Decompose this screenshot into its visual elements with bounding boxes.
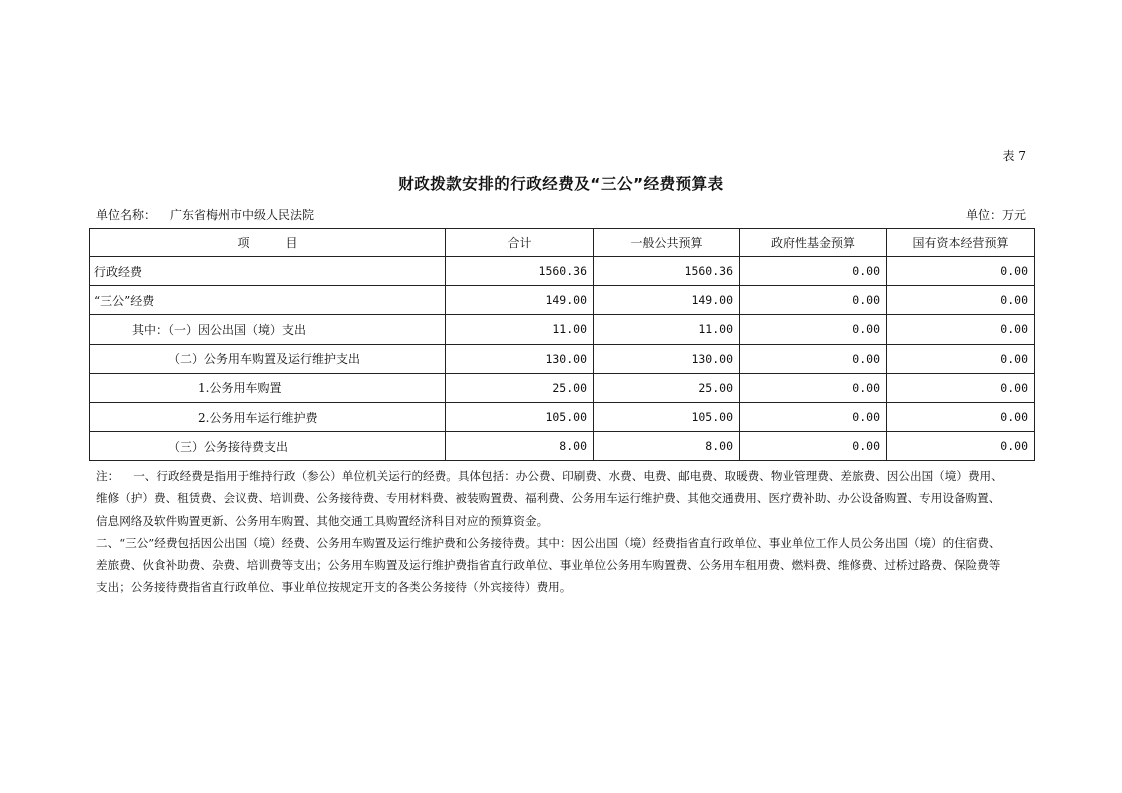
table-row — [90, 402, 1035, 431]
cell-fund: 0.00 — [740, 373, 887, 402]
cell-general: 25.00 — [594, 373, 740, 402]
note-line: 信息网络及软件购置更新、公务用车购置、其他交通工具购置经济科目对应的预算资金。 — [96, 513, 549, 528]
page-title: 财政拨款安排的行政经费及“三公”经费预算表 — [398, 175, 724, 193]
cell-general: 1560.36 — [594, 257, 740, 286]
cell-general: 105.00 — [594, 402, 740, 431]
table-row — [90, 315, 1035, 344]
cell-capital: 0.00 — [887, 402, 1035, 431]
note-line: 维修（护）费、租赁费、会议费、培训费、公务接待费、专用材料费、被装购置费、福利费、公务用车运行维护费、其他交通费用、医疗费补助、办公设备购置、专用设备购置、 — [96, 491, 1001, 506]
cell-fund: 0.00 — [740, 286, 887, 315]
row-label: “三公”经费 — [90, 286, 446, 315]
row-label: 1.公务用车购置 — [90, 373, 446, 402]
unit-name-label: 单位名称： — [96, 208, 157, 222]
header-total: 合计 — [446, 229, 594, 257]
cell-total: 8.00 — [446, 432, 594, 461]
table-row — [90, 257, 1035, 286]
unit-name-value: 广东省梅州市中级人民法院 — [170, 208, 315, 222]
cell-general: 149.00 — [594, 286, 740, 315]
table-row — [90, 286, 1035, 315]
cell-total: 1560.36 — [446, 257, 594, 286]
row-label: 2.公务用车运行维护费 — [90, 402, 446, 431]
cell-general: 11.00 — [594, 315, 740, 344]
cell-total: 25.00 — [446, 373, 594, 402]
note-text: 一、行政经费是指用于维持行政（参公）单位机关运行的经费。具体包括：办公费、印刷费、水费、电费、邮电费、取暖费、物业管理费、差旅费、因公出国（境）费用、 — [133, 469, 1003, 483]
note-line: 差旅费、伙食补助费、杂费、培训费等支出；公务用车购置及运行维护费指省直行政单位、事业单位公务用车购置费、公务用车租用费、燃料费、维修费、过桥过路费、保险费等 — [96, 558, 1001, 573]
cell-fund: 0.00 — [740, 257, 887, 286]
table-row — [90, 432, 1035, 461]
table-number: 表 7 — [1002, 149, 1026, 163]
cell-total: 11.00 — [446, 315, 594, 344]
cell-capital: 0.00 — [887, 286, 1035, 315]
cell-capital: 0.00 — [887, 432, 1035, 461]
cell-fund: 0.00 — [740, 344, 887, 373]
cell-capital: 0.00 — [887, 315, 1035, 344]
cell-total: 149.00 — [446, 286, 594, 315]
table-row — [90, 373, 1035, 402]
notes — [96, 465, 1036, 599]
cell-general: 8.00 — [594, 432, 740, 461]
header-capital-budget: 国有资本经营预算 — [887, 229, 1035, 257]
note-line: 二、“三公”经费包括因公出国（境）经费、公务用车购置及运行维护费和公务接待费。其中：因公出国（境）经费指省直行政单位、事业单位工作人员公务出国（境）的住宿费、 — [96, 535, 1001, 550]
table-header-row — [90, 229, 1035, 257]
unit-name — [96, 206, 314, 223]
cell-total: 105.00 — [446, 402, 594, 431]
cell-fund: 0.00 — [740, 432, 887, 461]
row-label: 其中：（一）因公出国（境）支出 — [90, 315, 446, 344]
row-label: （三）公务接待费支出 — [90, 432, 446, 461]
table-row — [90, 344, 1035, 373]
cell-fund: 0.00 — [740, 315, 887, 344]
notes-label: 注： — [96, 469, 120, 483]
cell-fund: 0.00 — [740, 402, 887, 431]
cell-capital: 0.00 — [887, 257, 1035, 286]
currency-unit: 单位：万元 — [965, 208, 1026, 222]
unit-info-row — [96, 206, 1026, 223]
row-label: 行政经费 — [90, 257, 446, 286]
header-fund-budget: 政府性基金预算 — [740, 229, 887, 257]
cell-total: 130.00 — [446, 344, 594, 373]
row-label: （二）公务用车购置及运行维护支出 — [90, 344, 446, 373]
note-line — [96, 465, 1036, 487]
cell-capital: 0.00 — [887, 373, 1035, 402]
budget-table — [89, 228, 1035, 461]
header-general-budget: 一般公共预算 — [594, 229, 740, 257]
cell-capital: 0.00 — [887, 344, 1035, 373]
cell-general: 130.00 — [594, 344, 740, 373]
note-line: 支出；公务接待费指省直行政单位、事业单位按规定开支的各类公务接待（外宾接待）费用。 — [96, 580, 572, 595]
header-item: 项 目 — [90, 229, 446, 257]
